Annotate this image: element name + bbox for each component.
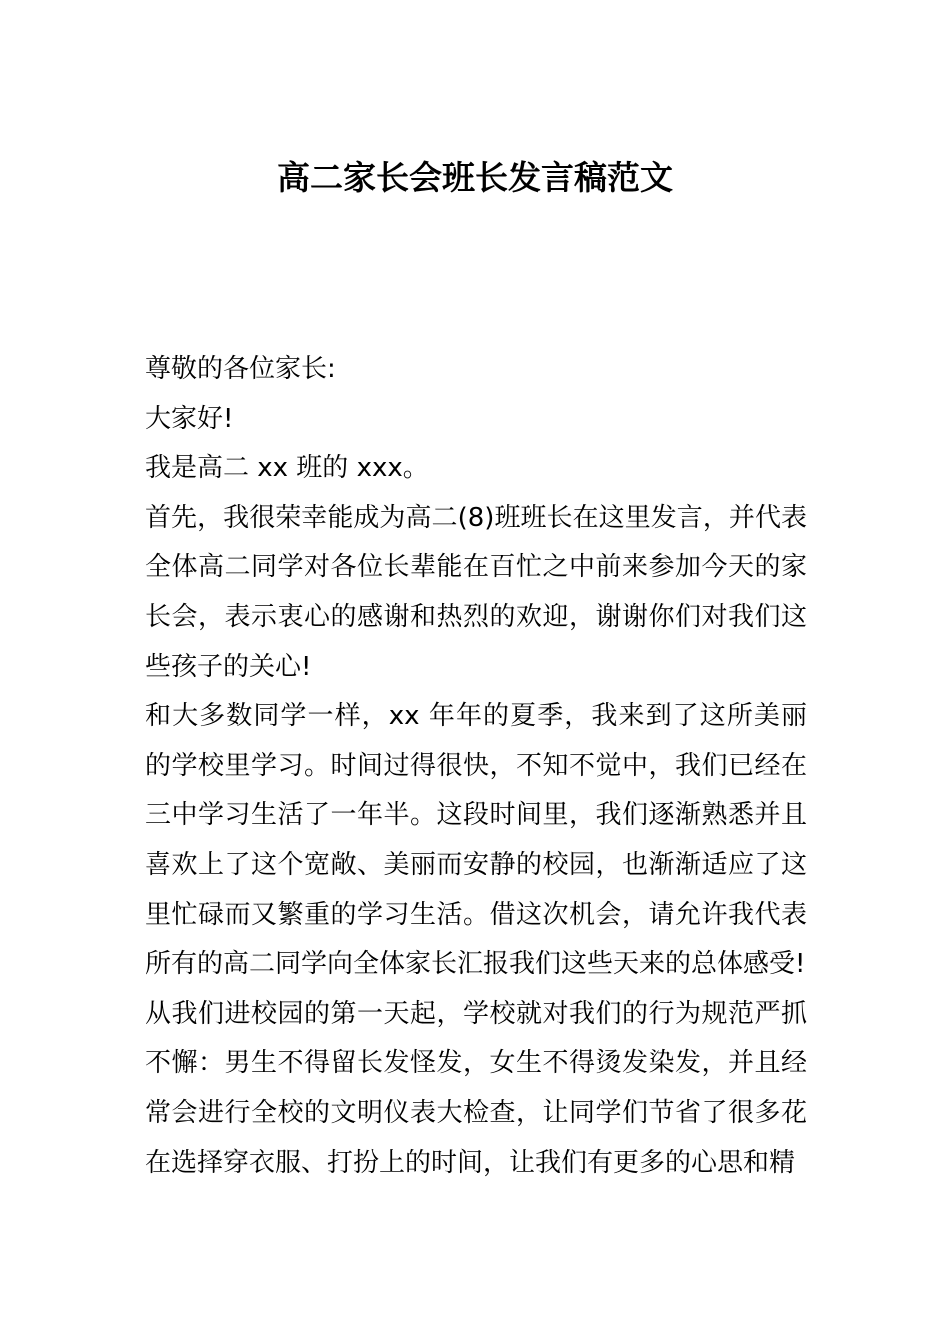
paragraph-greeting: 大家好! <box>145 403 234 434</box>
paragraph-discipline: 从我们进校园的第一天起，学校就对我们的行为规范严抓不懈：男生不得留长发怪发，女生不得烫发染发，并且经常会进行全校的文明仪表大检查，让同学们节省了很多花在选择穿衣服、打扮上的时间，让我们有更多的心思和精 <box>145 998 807 1178</box>
paragraph-school-life: 和大多数同学一样，xx 年年的夏季，我来到了这所美丽的学校里学习。时间过得很快，不知不觉中，我们已经在三中学习生活了一年半。这段时间里，我们逐渐熟悉并且喜欢上了这个宽敞、美丽而安静的校园，也渐渐适应了这里忙碌而又繁重的学习生活。借这次机会，请允许我代表所有的高二同学向全体家长汇报我们这些天来的总体感受! <box>145 701 807 980</box>
document-title: 高二家长会班长发言稿范文 <box>277 158 673 197</box>
paragraph-self-intro: 我是高二 xx 班的 xxx。 <box>145 453 429 484</box>
paragraph-salutation: 尊敬的各位家长: <box>145 354 336 384</box>
document-body <box>145 345 807 1188</box>
paragraph-welcome: 首先，我很荣幸能成为高二(8)班班长在这里发言，并代表全体高二同学对各位长辈能在百忙之中前来参加今天的家长会，表示衷心的感谢和热烈的欢迎，谢谢你们对我们这些孩子的关心! <box>145 502 807 682</box>
